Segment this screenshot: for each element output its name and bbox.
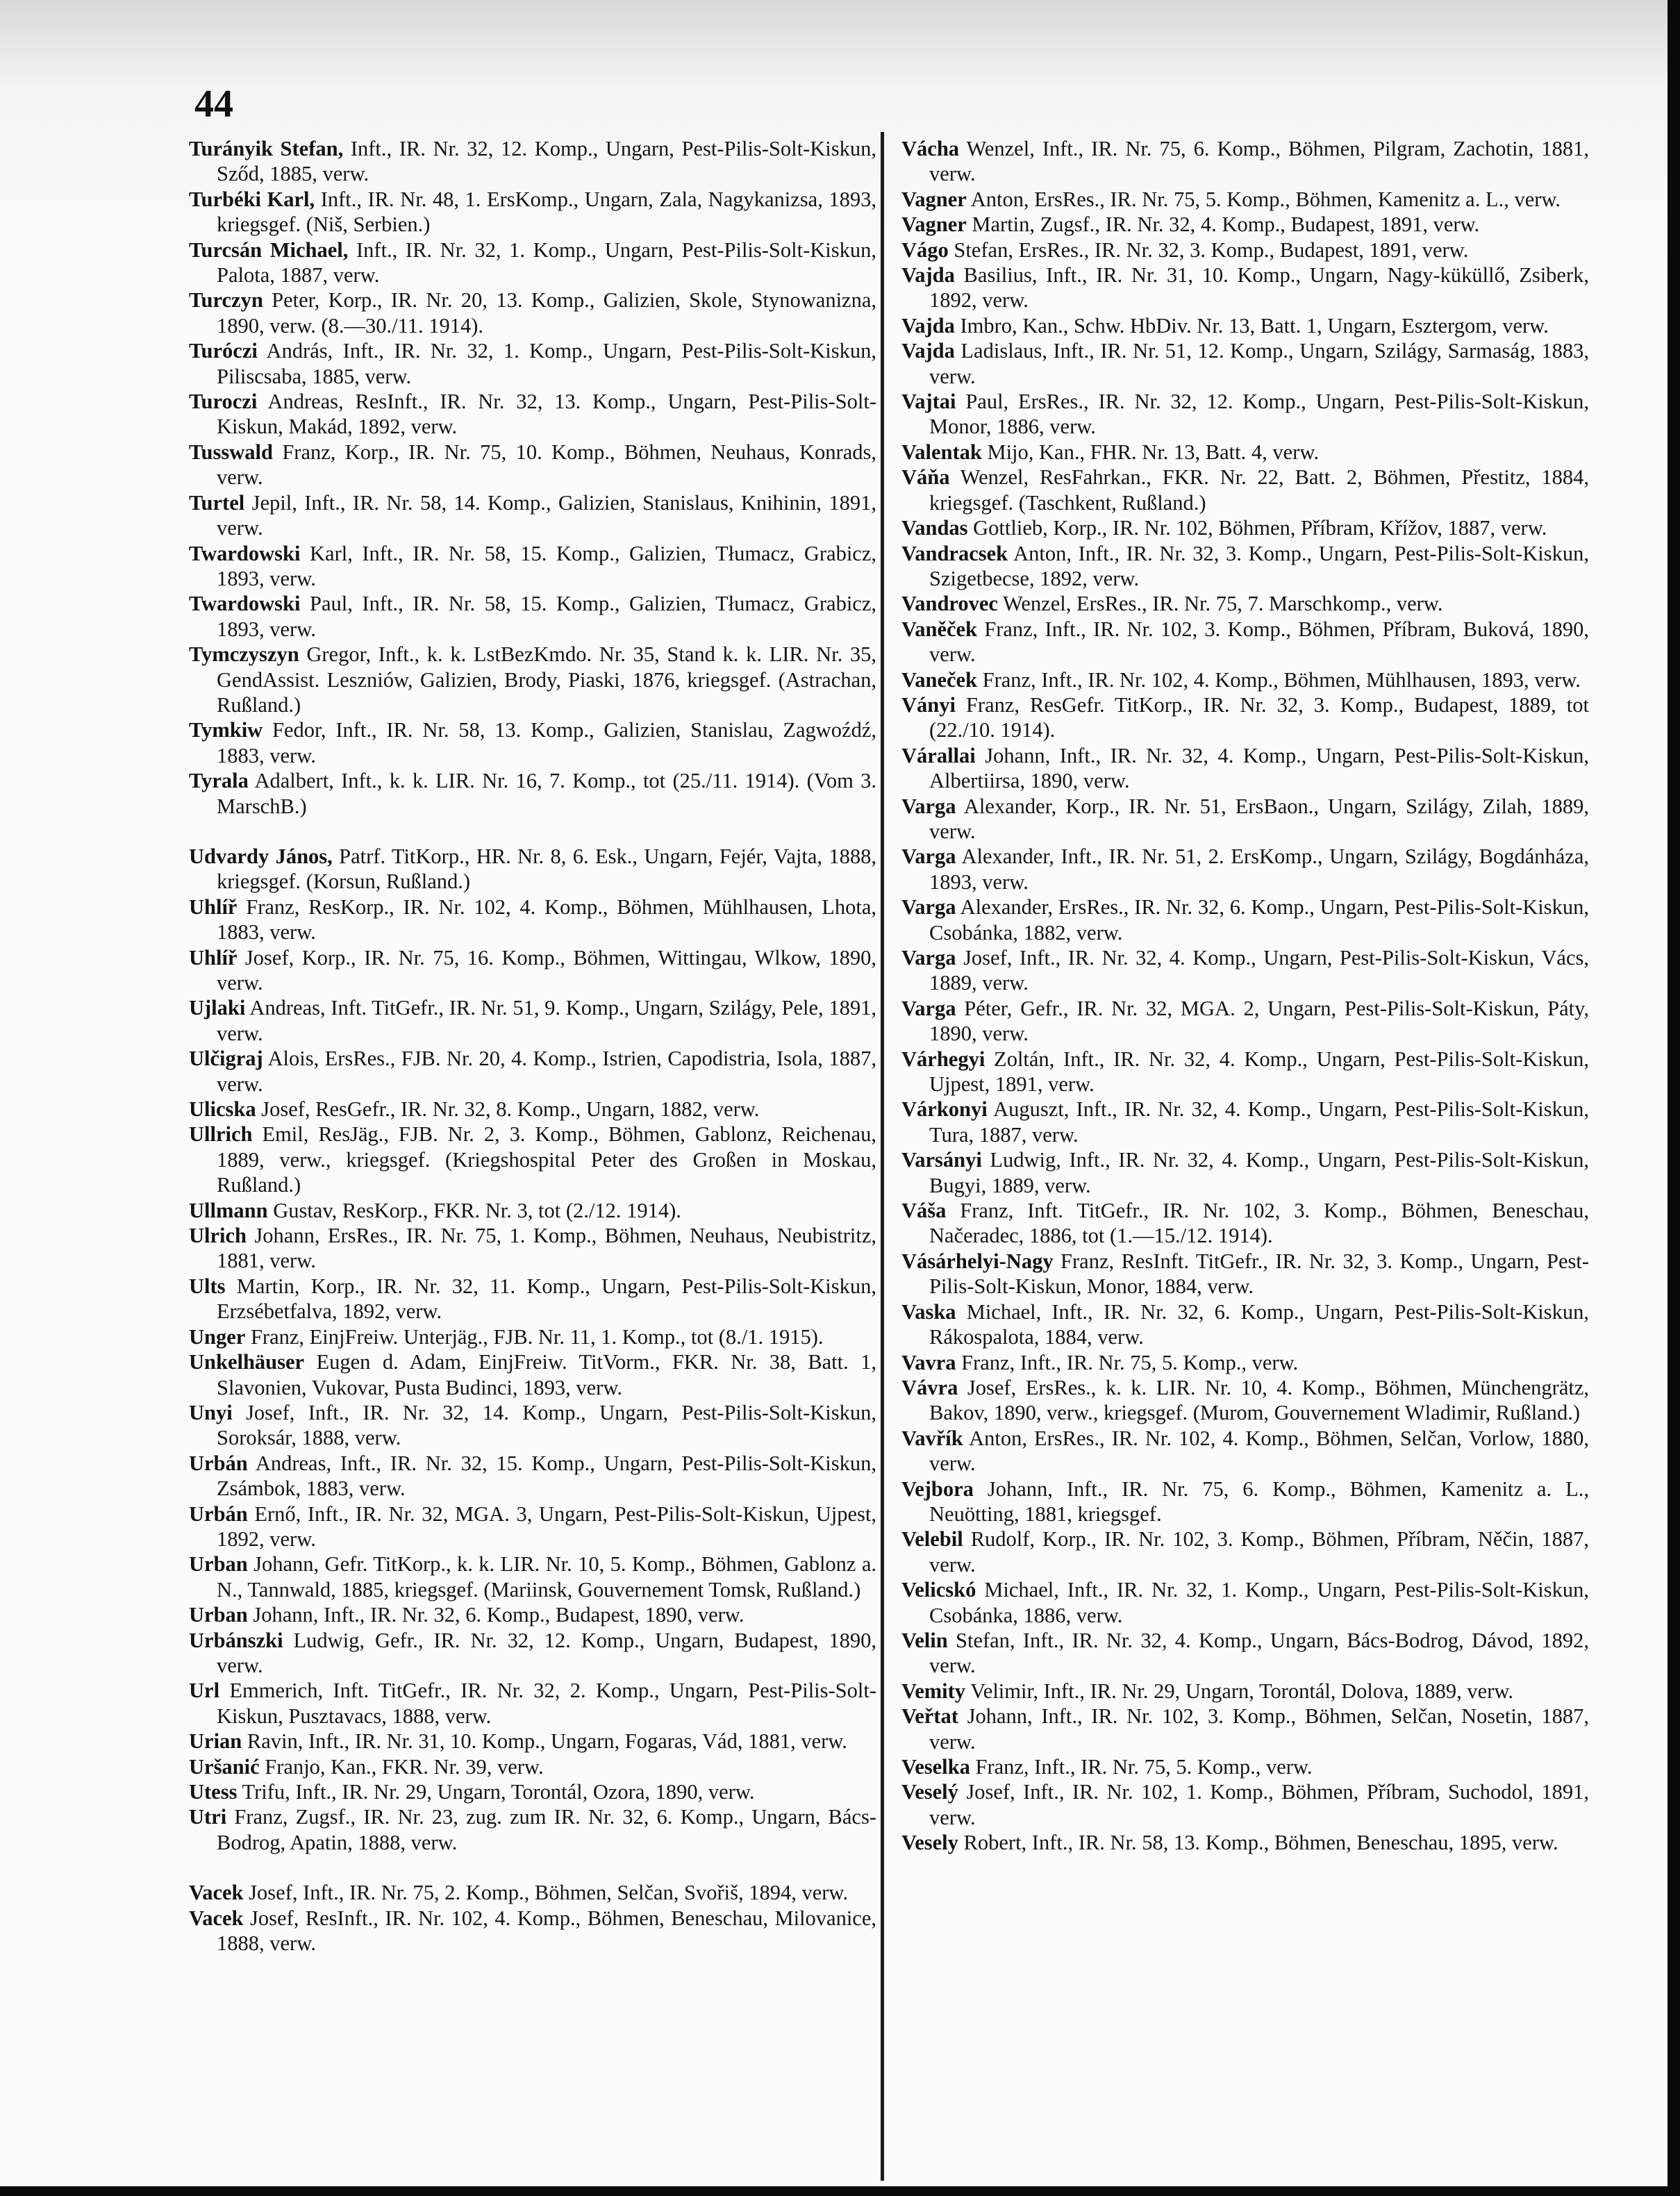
entry-surname: Valentak: [901, 440, 982, 464]
list-entry: [189, 389, 876, 440]
entry-surname: Turtel: [189, 490, 245, 515]
entry-surname: Unkelhäuser: [189, 1350, 305, 1374]
entry-details: Robert, Inft., IR. Nr. 58, 13. Komp., Böhmen, Beneschau, 1895, verw.: [958, 1831, 1558, 1855]
entry-surname: Velicskó: [901, 1578, 976, 1602]
list-entry: [901, 440, 1589, 465]
entry-details: Stefan, Inft., IR. Nr. 32, 4. Komp., Ungarn, Bács-Bodrog, Dávod, 1892, verw.: [929, 1628, 1589, 1678]
entry-surname: Varga: [901, 845, 956, 869]
entry-surname: Vávra: [901, 1375, 958, 1399]
list-entry: [189, 490, 876, 541]
entry-details: Franz, EinjFreiw. Unterjäg., FJB. Nr. 11, 1. Komp., tot (8./1. 1915).: [245, 1324, 824, 1349]
entry-details: Wenzel, Inft., IR. Nr. 75, 6. Komp., Böhmen, Pilgram, Zachotin, 1881, verw.: [929, 137, 1589, 186]
entry-details: Imbro, Kan., Schw. HbDiv. Nr. 13, Batt. 1, Ungarn, Esztergom, verw.: [954, 313, 1549, 338]
entry-details: Franz, ResGefr. TitKorp., IR. Nr. 32, 3. Komp., Budapest, 1889, tot (22./10. 1914).: [929, 692, 1589, 742]
list-entry: [189, 844, 876, 895]
list-entry: [189, 1400, 876, 1451]
list-entry: [189, 238, 876, 288]
list-entry: [189, 440, 876, 490]
entry-details: Velimir, Inft., IR. Nr. 29, Ungarn, Torontál, Dolova, 1889, verw.: [965, 1679, 1514, 1703]
entry-details: Alexander, Inft., IR. Nr. 51, 2. ErsKomp., Ungarn, Szilágy, Bogdánháza, 1893, verw.: [929, 845, 1589, 894]
entry-surname: Ullmann: [189, 1198, 268, 1222]
list-entry: [189, 1046, 876, 1097]
entry-surname: Tyrala: [189, 769, 249, 793]
list-entry: [189, 1906, 876, 1956]
list-entry: [901, 313, 1589, 338]
entry-surname: Unyi: [189, 1400, 233, 1424]
entry-details: Andreas, Inft. TitGefr., IR. Nr. 51, 9. Komp., Ungarn, Szilágy, Pele, 1891, verw.: [217, 996, 876, 1045]
list-entry: [189, 1097, 876, 1122]
entry-surname: Vajda: [901, 263, 955, 288]
entry-details: Anton, ErsRes., IR. Nr. 102, 4. Komp., Böhmen, Selčan, Vorlow, 1880, verw.: [929, 1426, 1589, 1476]
entry-surname: Vemity: [901, 1679, 966, 1703]
entry-details: Adalbert, Inft., k. k. LIR. Nr. 16, 7. Komp., tot (25./11. 1914). (Vom 3. MarschB.): [217, 769, 876, 818]
entry-details: Anton, ErsRes., IR. Nr. 75, 5. Komp., Böhmen, Kamenitz a. L., verw.: [966, 187, 1561, 211]
entry-details: Josef, ResInft., IR. Nr. 102, 4. Komp., Böhmen, Beneschau, Milovanice, 1888, verw.: [217, 1906, 876, 1956]
entry-surname: Ványi: [901, 692, 956, 717]
list-entry: [189, 1678, 876, 1729]
entry-surname: Vágo: [901, 238, 949, 262]
list-entry: [189, 995, 876, 1046]
list-entry: [901, 1147, 1589, 1198]
list-entry: [901, 743, 1589, 794]
entry-details: Mijo, Kan., FHR. Nr. 13, Batt. 4, verw.: [981, 440, 1319, 464]
entry-details: Gregor, Inft., k. k. LstBezKmdo. Nr. 35, Stand k. k. LIR. Nr. 35, GendAssist. Leszniów, Galizien, Brody, Piaski, 1876, kriegsgef. (Astrachan, Rußland.): [217, 642, 876, 717]
entry-details: Peter, Korp., IR. Nr. 20, 13. Komp., Galizien, Skole, Stynowanizna, 1890, verw. (8.—30./11. 1914).: [217, 288, 876, 338]
entry-surname: Vajda: [901, 339, 955, 363]
list-entry: [901, 1628, 1589, 1679]
entry-details: Paul, ErsRes., IR. Nr. 32, 12. Komp., Ungarn, Pest-Pilis-Solt-Kiskun, Monor, 1886, verw.: [929, 390, 1589, 439]
entry-details: Patrf. TitKorp., HR. Nr. 8, 6. Esk., Ungarn, Fejér, Vajta, 1888, kriegsgef. (Korsun, Rußland.): [217, 844, 876, 894]
list-entry: [901, 465, 1589, 515]
entry-details: Franz, Inft., IR. Nr. 75, 5. Komp., verw.: [970, 1755, 1313, 1779]
list-entry: [901, 1047, 1589, 1097]
entry-surname: Urian: [189, 1729, 242, 1754]
list-entry: [901, 794, 1589, 845]
section-gap: [189, 1855, 876, 1880]
entry-details: Johann, Inft., IR. Nr. 102, 3. Komp., Böhmen, Selčan, Nosetin, 1887, verw.: [929, 1704, 1589, 1754]
entry-surname: Turczyn: [189, 288, 263, 313]
list-entry: [189, 187, 876, 238]
list-entry: [189, 768, 876, 819]
entry-surname: Vásárhelyi-Nagy: [901, 1249, 1054, 1273]
entry-surname: Twardowski: [189, 592, 301, 616]
entry-surname: Vandas: [901, 516, 968, 540]
entry-details: Johann, ErsRes., IR. Nr. 75, 1. Komp., Böhmen, Neuhaus, Neubistritz, 1881, verw.: [217, 1224, 876, 1273]
entry-details: Josef, Korp., IR. Nr. 75, 16. Komp., Böhmen, Wittingau, Wlkow, 1890, verw.: [217, 945, 876, 995]
list-entry: [901, 1249, 1589, 1299]
entry-surname: Ujlaki: [189, 996, 246, 1020]
entry-details: Emmerich, Inft. TitGefr., IR. Nr. 32, 2. Komp., Ungarn, Pest-Pilis-Solt-Kiskun, Pusztavacs, 1888, verw.: [217, 1679, 876, 1728]
list-entry: [189, 1628, 876, 1679]
list-entry: [901, 1426, 1589, 1477]
entry-details: Ladislaus, Inft., IR. Nr. 51, 12. Komp., Ungarn, Szilágy, Sarmaság, 1883, verw.: [929, 339, 1589, 388]
list-entry: [901, 945, 1589, 996]
entry-details: Josef, ErsRes., k. k. LIR. Nr. 10, 4. Komp., Böhmen, Münchengrätz, Bakov, 1890, verw., kriegsgef. (Murom, Gouvernement Wladimir, Rußland.): [929, 1375, 1589, 1425]
entry-surname: Vacek: [189, 1906, 244, 1930]
list-entry: [901, 1375, 1589, 1426]
entry-details: Franz, Inft., IR. Nr. 75, 5. Komp., verw.: [956, 1350, 1299, 1374]
entry-surname: Vejbora: [901, 1477, 974, 1501]
entry-surname: Veselý: [901, 1780, 958, 1804]
entry-details: Franz, Inft., IR. Nr. 102, 4. Komp., Böhmen, Mühlhausen, 1893, verw.: [977, 667, 1581, 692]
entry-details: Franz, Korp., IR. Nr. 75, 10. Komp., Böhmen, Neuhaus, Konrads, verw.: [217, 440, 876, 490]
entry-details: Péter, Gefr., IR. Nr. 32, MGA. 2, Ungarn, Pest-Pilis-Solt-Kiskun, Páty, 1890, verw.: [929, 996, 1589, 1046]
list-entry: [189, 717, 876, 768]
list-entry: [189, 1274, 876, 1324]
entry-details: Franz, ResInft. TitGefr., IR. Nr. 32, 3. Komp., Ungarn, Pest-Pilis-Solt-Kiskun, Monor, 1884, verw.: [929, 1249, 1589, 1299]
entry-surname: Tymkiw: [189, 718, 263, 742]
list-entry: [189, 1198, 876, 1223]
scan-edge-right: [1667, 0, 1680, 2196]
list-entry: [901, 136, 1589, 187]
entry-surname: Turcsán Michael,: [189, 238, 349, 262]
entry-surname: Ults: [189, 1274, 226, 1298]
list-entry: [189, 338, 876, 389]
list-entry: [901, 1679, 1589, 1704]
entry-details: Auguszt, Inft., IR. Nr. 32, 4. Komp., Ungarn, Pest-Pilis-Solt-Kiskun, Tura, 1887, verw.: [929, 1097, 1589, 1147]
list-entry: [189, 1804, 876, 1855]
entry-details: Wenzel, ErsRes., IR. Nr. 75, 7. Marschkomp., verw.: [997, 592, 1443, 616]
list-entry: [901, 338, 1589, 389]
page-number: 44: [194, 83, 233, 126]
entry-details: Alexander, ErsRes., IR. Nr. 32, 6. Komp., Ungarn, Pest-Pilis-Solt-Kiskun, Csobánka, 1882, verw.: [929, 895, 1589, 945]
list-entry: [189, 1122, 876, 1197]
entry-surname: Vagner: [901, 213, 967, 237]
entry-details: Gustav, ResKorp., FKR. Nr. 3, tot (2./12. 1914).: [267, 1198, 681, 1222]
entry-details: Jepil, Inft., IR. Nr. 58, 14. Komp., Galizien, Stanislaus, Knihinin, 1891, verw.: [217, 490, 876, 540]
entry-surname: Urbán: [189, 1451, 248, 1475]
entry-details: Johann, Inft., IR. Nr. 75, 6. Komp., Böhmen, Kamenitz a. L., Neuötting, 1881, kriegsgef.: [929, 1477, 1589, 1526]
list-entry: [189, 288, 876, 338]
list-entry: [189, 1754, 876, 1779]
entry-surname: Vandrovec: [901, 592, 998, 616]
entry-surname: Várkonyi: [901, 1097, 988, 1122]
entry-details: Inft., IR. Nr. 48, 1. ErsKomp., Ungarn, Zala, Nagykanizsa, 1893, kriegsgef. (Niš, Serbien.): [217, 187, 876, 237]
entry-surname: Varsányi: [901, 1148, 982, 1172]
list-entry: [901, 1350, 1589, 1375]
entry-details: Franz, ResKorp., IR. Nr. 102, 4. Komp., Böhmen, Mühlhausen, Lhota, 1883, verw.: [217, 895, 876, 945]
entry-surname: Vaska: [901, 1299, 956, 1324]
list-entry: [901, 1830, 1589, 1855]
entry-details: Gottlieb, Korp., IR. Nr. 102, Böhmen, Příbram, Křížov, 1887, verw.: [967, 516, 1547, 540]
list-entry: [901, 1097, 1589, 1147]
entry-details: Wenzel, ResFahrkan., FKR. Nr. 22, Batt. 2, Böhmen, Přestitz, 1884, kriegsgef. (Taschkent, Rußland.): [929, 465, 1589, 515]
entry-details: Alexander, Korp., IR. Nr. 51, ErsBaon., Ungarn, Szilágy, Zilah, 1889, verw.: [929, 794, 1589, 843]
list-entry: [901, 591, 1589, 616]
entry-surname: Urbánszki: [189, 1628, 283, 1652]
entry-details: Martin, Zugsf., IR. Nr. 32, 4. Komp., Budapest, 1891, verw.: [966, 213, 1480, 237]
entry-surname: Veselka: [901, 1755, 970, 1779]
entry-surname: Urban: [189, 1552, 248, 1577]
entry-surname: Tymczyszyn: [189, 642, 299, 667]
list-entry: [189, 591, 876, 642]
list-entry: [189, 541, 876, 592]
entry-surname: Varga: [901, 996, 956, 1020]
entry-details: Karl, Inft., IR. Nr. 58, 15. Komp., Galizien, Tłumacz, Grabicz, 1893, verw.: [217, 541, 876, 590]
entry-surname: Utri: [189, 1805, 227, 1829]
list-entry: [901, 263, 1589, 313]
right-column: [901, 136, 1589, 1856]
entry-details: Paul, Inft., IR. Nr. 58, 15. Komp., Galizien, Tłumacz, Grabicz, 1893, verw.: [217, 592, 876, 641]
entry-surname: Varga: [901, 794, 956, 818]
list-entry: [189, 1349, 876, 1400]
entry-surname: Vavra: [901, 1350, 956, 1374]
list-entry: [901, 667, 1589, 692]
list-entry: [901, 212, 1589, 237]
entry-surname: Unger: [189, 1324, 246, 1349]
entry-details: Andreas, ResInft., IR. Nr. 32, 13. Komp., Ungarn, Pest-Pilis-Solt-Kiskun, Makád, 1892, verw.: [217, 390, 876, 439]
list-entry: [189, 642, 876, 717]
entry-details: Franjo, Kan., FKR. Nr. 39, verw.: [259, 1754, 544, 1779]
entry-details: Andreas, Inft., IR. Nr. 32, 15. Komp., Ungarn, Pest-Pilis-Solt-Kiskun, Zsámbok, 1883, verw.: [217, 1451, 876, 1501]
entry-surname: Vaneček: [901, 667, 978, 692]
entry-details: Fedor, Inft., IR. Nr. 58, 13. Komp., Galizien, Stanislau, Zagwoźdź, 1883, verw.: [217, 718, 876, 767]
entry-surname: Udvardy János,: [189, 844, 333, 868]
entry-surname: Uhlíř: [189, 895, 238, 919]
entry-details: Ludwig, Gefr., IR. Nr. 32, 12. Komp., Ungarn, Budapest, 1890, verw.: [217, 1628, 876, 1677]
list-entry: [901, 187, 1589, 212]
section-gap: [189, 819, 876, 844]
scan-edge-bottom: [0, 2186, 1680, 2196]
entry-details: Josef, ResGefr., IR. Nr. 32, 8. Komp., Ungarn, 1882, verw.: [256, 1097, 760, 1122]
entry-surname: Vajda: [901, 313, 955, 338]
entry-surname: Várhegyi: [901, 1047, 985, 1071]
entry-surname: Ullrich: [189, 1122, 253, 1147]
entry-surname: Turoczi: [189, 390, 258, 414]
list-entry: [901, 1198, 1589, 1249]
entry-details: Emil, ResJäg., FJB. Nr. 2, 3. Komp., Böhmen, Gablonz, Reichenau, 1889, verw., kriegsgef. (Kriegshospital Peter des Großen in Moskau, Rußland.): [217, 1122, 876, 1197]
entry-details: Franz, Inft. TitGefr., IR. Nr. 102, 3. Komp., Böhmen, Beneschau, Načeradec, 1886, tot (1.—15./12. 1914).: [929, 1199, 1589, 1248]
entry-surname: Twardowski: [189, 541, 301, 565]
list-entry: [189, 1502, 876, 1552]
entry-surname: Uhlíř: [189, 945, 238, 970]
list-entry: [189, 945, 876, 996]
entry-surname: Url: [189, 1679, 220, 1703]
entry-surname: Váša: [901, 1199, 947, 1223]
entry-surname: Urban: [189, 1603, 248, 1627]
list-entry: [189, 1729, 876, 1754]
list-entry: [901, 895, 1589, 945]
list-entry: [901, 1779, 1589, 1830]
entry-surname: Veřtat: [901, 1704, 958, 1729]
entry-details: Ravin, Inft., IR. Nr. 31, 10. Komp., Ungarn, Fogaras, Vád, 1881, verw.: [242, 1729, 847, 1754]
entry-details: Franz, Inft., IR. Nr. 102, 3. Komp., Böhmen, Příbram, Buková, 1890, verw.: [929, 617, 1589, 667]
entry-surname: Turbéki Karl,: [189, 187, 315, 211]
entry-details: Trifu, Inft., IR. Nr. 29, Ungarn, Torontál, Ozora, 1890, verw.: [237, 1780, 755, 1804]
list-entry: [901, 1477, 1589, 1527]
entry-details: Josef, Inft., IR. Nr. 32, 14. Komp., Ungarn, Pest-Pilis-Solt-Kiskun, Soroksár, 1888, verw.: [217, 1400, 876, 1450]
entry-details: Johann, Gefr. TitKorp., k. k. LIR. Nr. 10, 5. Komp., Böhmen, Gablonz a. N., Tannwald, 1885, kriegsgef. (Mariinsk, Gouvernement Tomsk, Rußland.): [217, 1552, 876, 1602]
entry-details: Ludwig, Inft., IR. Nr. 32, 4. Komp., Ungarn, Pest-Pilis-Solt-Kiskun, Bugyi, 1889, verw.: [929, 1148, 1589, 1197]
list-entry: [189, 1451, 876, 1502]
list-entry: [901, 844, 1589, 895]
list-entry: [189, 1602, 876, 1627]
entry-details: Zoltán, Inft., IR. Nr. 32, 4. Komp., Ungarn, Pest-Pilis-Solt-Kiskun, Ujpest, 1891, verw.: [929, 1047, 1589, 1097]
entry-surname: Ulrich: [189, 1224, 247, 1248]
entry-details: Josef, Inft., IR. Nr. 32, 4. Komp., Ungarn, Pest-Pilis-Solt-Kiskun, Vács, 1889, verw.: [929, 946, 1589, 995]
entry-details: Anton, Inft., IR. Nr. 32, 3. Komp., Ungarn, Pest-Pilis-Solt-Kiskun, Szigetbecse, 1892, verw.: [929, 541, 1589, 590]
list-entry: [189, 1880, 876, 1905]
list-entry: [901, 1704, 1589, 1754]
entry-details: Josef, Inft., IR. Nr. 102, 1. Komp., Böhmen, Příbram, Suchodol, 1891, verw.: [929, 1780, 1589, 1829]
entry-surname: Vaněček: [901, 617, 978, 641]
entry-details: Michael, Inft., IR. Nr. 32, 1. Komp., Ungarn, Pest-Pilis-Solt-Kiskun, Csobánka, 1886, verw.: [929, 1578, 1589, 1627]
entry-surname: Tusswald: [189, 440, 273, 464]
list-entry: [901, 541, 1589, 592]
entry-details: Inft., IR. Nr. 32, 1. Komp., Ungarn, Pest-Pilis-Solt-Kiskun, Palota, 1887, verw.: [217, 238, 876, 288]
entry-surname: Velin: [901, 1628, 948, 1652]
entry-details: Inft., IR. Nr. 32, 12. Komp., Ungarn, Pest-Pilis-Solt-Kiskun, Sződ, 1885, verw.: [217, 137, 877, 186]
entry-details: Rudolf, Korp., IR. Nr. 102, 3. Komp., Böhmen, Příbram, Něčin, 1887, verw.: [929, 1527, 1589, 1577]
list-entry: [901, 617, 1589, 667]
entry-surname: Várallai: [901, 743, 976, 767]
left-column: [189, 136, 876, 1956]
entry-surname: Ulčigraj: [189, 1047, 263, 1071]
list-entry: [901, 1527, 1589, 1577]
entry-details: Johann, Inft., IR. Nr. 32, 4. Komp., Ungarn, Pest-Pilis-Solt-Kiskun, Albertiirsa, 1890, verw.: [929, 743, 1589, 793]
entry-surname: Urbán: [189, 1502, 248, 1526]
list-entry: [901, 515, 1589, 540]
entry-surname: Utess: [189, 1780, 238, 1804]
entry-details: Josef, Inft., IR. Nr. 75, 2. Komp., Böhmen, Selčan, Svořiš, 1894, verw.: [243, 1881, 849, 1905]
entry-details: Ernő, Inft., IR. Nr. 32, MGA. 3, Ungarn, Pest-Pilis-Solt-Kiskun, Ujpest, 1892, verw.: [217, 1502, 876, 1551]
entry-details: Basilius, Inft., IR. Nr. 31, 10. Komp., Ungarn, Nagy-küküllő, Zsiberk, 1892, verw.: [929, 263, 1589, 313]
column-divider: [881, 132, 884, 2181]
list-entry: [901, 1299, 1589, 1350]
list-entry: [189, 895, 876, 945]
entry-details: Eugen d. Adam, EinjFreiw. TitVorm., FKR. Nr. 38, Batt. 1, Slavonien, Vukovar, Pusta Budinci, 1893, verw.: [217, 1350, 876, 1399]
entry-details: Michael, Inft., IR. Nr. 32, 6. Komp., Ungarn, Pest-Pilis-Solt-Kiskun, Rákospalota, 1884, verw.: [929, 1299, 1589, 1349]
entry-details: Martin, Korp., IR. Nr. 32, 11. Komp., Ungarn, Pest-Pilis-Solt-Kiskun, Erzsébetfalva, 1892, verw.: [217, 1274, 876, 1324]
list-entry: [901, 996, 1589, 1047]
list-entry: [189, 1552, 876, 1602]
entry-surname: Velebil: [901, 1527, 963, 1552]
list-entry: [901, 1754, 1589, 1779]
list-entry: [189, 1223, 876, 1274]
entry-details: Franz, Zugsf., IR. Nr. 23, zug. zum IR. Nr. 32, 6. Komp., Ungarn, Bács-Bodrog, Apatin, 1888, verw.: [217, 1805, 876, 1854]
list-entry: [189, 1779, 876, 1804]
list-entry: [901, 1577, 1589, 1628]
entry-surname: Vagner: [901, 187, 967, 211]
entry-surname: Turóczi: [189, 339, 258, 363]
entry-surname: Uršanić: [189, 1754, 260, 1779]
entry-surname: Váňa: [901, 465, 950, 490]
list-entry: [189, 1324, 876, 1349]
entry-details: András, Inft., IR. Nr. 32, 1. Komp., Ungarn, Pest-Pilis-Solt-Kiskun, Piliscsaba, 1885, verw.: [217, 339, 876, 388]
entry-surname: Vandracsek: [901, 541, 1008, 565]
entry-surname: Ulicska: [189, 1097, 256, 1122]
entry-surname: Turányik Stefan,: [189, 137, 344, 160]
entry-details: Stefan, ErsRes., IR. Nr. 32, 3. Komp., Budapest, 1891, verw.: [948, 238, 1469, 262]
entry-details: Johann, Inft., IR. Nr. 32, 6. Komp., Budapest, 1890, verw.: [247, 1603, 745, 1627]
list-entry: [901, 238, 1589, 263]
entry-surname: Vesely: [901, 1831, 958, 1855]
list-entry: [901, 692, 1589, 743]
list-entry: [901, 389, 1589, 440]
entry-surname: Vácha: [901, 137, 960, 160]
entry-surname: Vacek: [189, 1881, 244, 1905]
entry-surname: Varga: [901, 946, 956, 970]
entry-surname: Vajtai: [901, 390, 956, 414]
list-entry: [189, 136, 876, 187]
entry-surname: Vavřík: [901, 1426, 963, 1450]
entry-details: Alois, ErsRes., FJB. Nr. 20, 4. Komp., Istrien, Capodistria, Isola, 1887, verw.: [217, 1047, 876, 1096]
entry-surname: Varga: [901, 895, 956, 920]
